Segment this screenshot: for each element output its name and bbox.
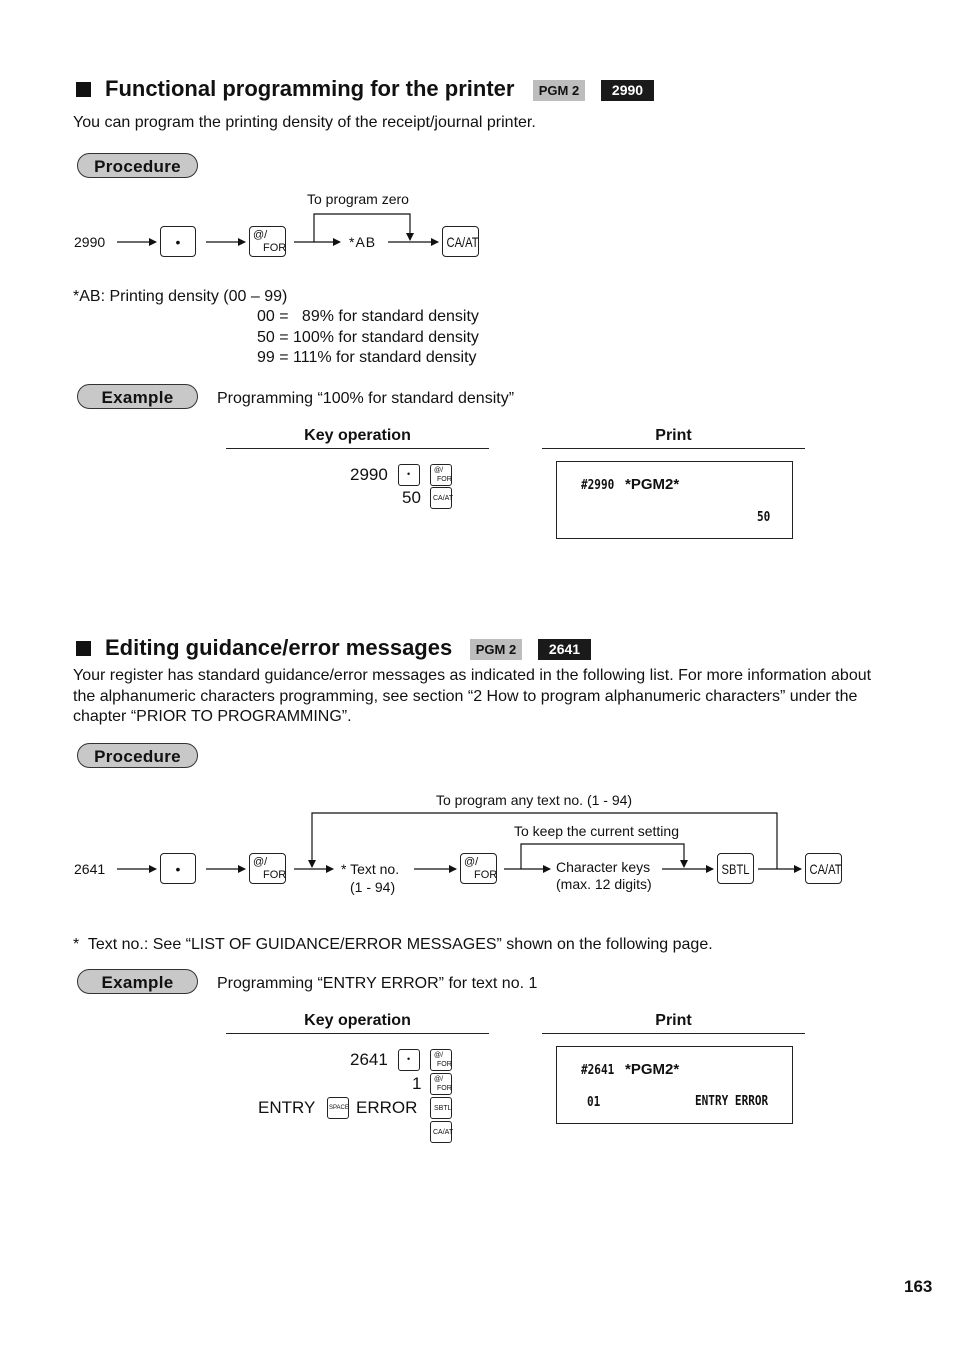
key-operation-header: Key operation [226, 1012, 489, 1034]
receipt-print-2 [556, 1046, 793, 1124]
text-no-range: (1 - 94) [350, 879, 396, 895]
example-text: Programming “100% for standard density” [217, 390, 515, 407]
at-for-key: @/ FOR [460, 853, 497, 884]
text-no-label: * Text no. [341, 861, 400, 877]
key-op-text: ERROR [356, 1098, 418, 1117]
receipt-pgm: *PGM2* [625, 476, 680, 493]
receipt-code: #2641 [581, 1063, 615, 1078]
ca-at-key: CA/AT [430, 487, 452, 509]
loop-note: To program any text no. (1 - 94) [436, 792, 633, 808]
print-header: Print [542, 1012, 805, 1034]
procedure-badge: Procedure [77, 153, 198, 178]
section-bullet-icon [76, 641, 91, 656]
print-header: Print [542, 427, 805, 449]
density-row: 99 = 111% for standard density [257, 349, 477, 366]
receipt-message: ENTRY ERROR [695, 1094, 769, 1109]
receipt-text-number: 01 [587, 1095, 601, 1110]
job-code-tag: 2990 [601, 80, 654, 101]
key-op-number: 50 [402, 488, 421, 507]
at-for-key: @/ FOR [249, 853, 286, 884]
key-operation-header: Key operation [226, 427, 489, 449]
decimal-point-key: • [160, 226, 196, 257]
decimal-point-key: • [160, 853, 196, 884]
at-for-key: @/ FOR [430, 1073, 452, 1095]
example-badge: Example [77, 969, 198, 994]
key-op-number: 2990 [350, 465, 388, 484]
section2-intro: Your register has standard guidance/error messages as indicated in the following list. For more information about the alphanumeric characters programming, see section “2 How to program alphanumeric characters” under the chapter “PRIOR TO PROGRAMMING”. [73, 667, 872, 725]
flow-start-code: 2990 [74, 234, 106, 250]
sbtl-key: SBTL [430, 1097, 452, 1119]
receipt-pgm: *PGM2* [625, 1061, 680, 1078]
at-for-key: @/ FOR [430, 464, 452, 486]
space-key: SPACE [327, 1097, 349, 1119]
key-op-text: ENTRY [258, 1098, 316, 1117]
branch-note-zero: To program zero [307, 191, 409, 207]
param-ab: *AB [349, 234, 377, 250]
receipt-code: #2990 [581, 478, 615, 493]
ca-at-key: CA/AT [442, 226, 479, 257]
at-for-key: @/ FOR [249, 226, 286, 257]
ca-at-key: CA/AT [430, 1121, 452, 1143]
section2-title: Editing guidance/error messages [105, 635, 453, 660]
text-no-footnote: * Text no.: See “LIST OF GUIDANCE/ERROR MESSAGES” shown on the following page. [73, 936, 713, 953]
receipt-print-1 [556, 461, 793, 539]
page-number: 163 [904, 1277, 933, 1296]
flow-start-code: 2641 [74, 861, 106, 877]
section-bullet-icon [76, 82, 91, 97]
at-for-key: @/ FOR [430, 1049, 452, 1071]
example-badge: Example [77, 384, 198, 409]
section1-intro: You can program the printing density of the receipt/journal printer. [73, 114, 536, 131]
character-keys-limit: (max. 12 digits) [556, 876, 652, 892]
density-row: 00 = 89% for standard density [257, 308, 479, 325]
sbtl-key: SBTL [717, 853, 754, 884]
density-row: 50 = 100% for standard density [257, 329, 479, 346]
keep-note: To keep the current setting [514, 823, 679, 839]
decimal-point-key: • [398, 1049, 420, 1071]
character-keys-label: Character keys [556, 859, 651, 875]
pgm-mode-tag: PGM 2 [470, 639, 522, 660]
example-text: Programming “ENTRY ERROR” for text no. 1 [217, 975, 538, 992]
pgm-mode-tag: PGM 2 [533, 80, 585, 101]
ca-at-key: CA/AT [805, 853, 842, 884]
receipt-value: 50 [757, 510, 771, 525]
key-op-number: 1 [412, 1074, 422, 1093]
key-op-number: 2641 [350, 1050, 388, 1069]
decimal-point-key: • [398, 464, 420, 486]
ab-note: *AB: Printing density (00 – 99) [73, 288, 288, 305]
section1-title: Functional programming for the printer [105, 76, 515, 101]
job-code-tag: 2641 [538, 639, 591, 660]
procedure-badge: Procedure [77, 743, 198, 768]
